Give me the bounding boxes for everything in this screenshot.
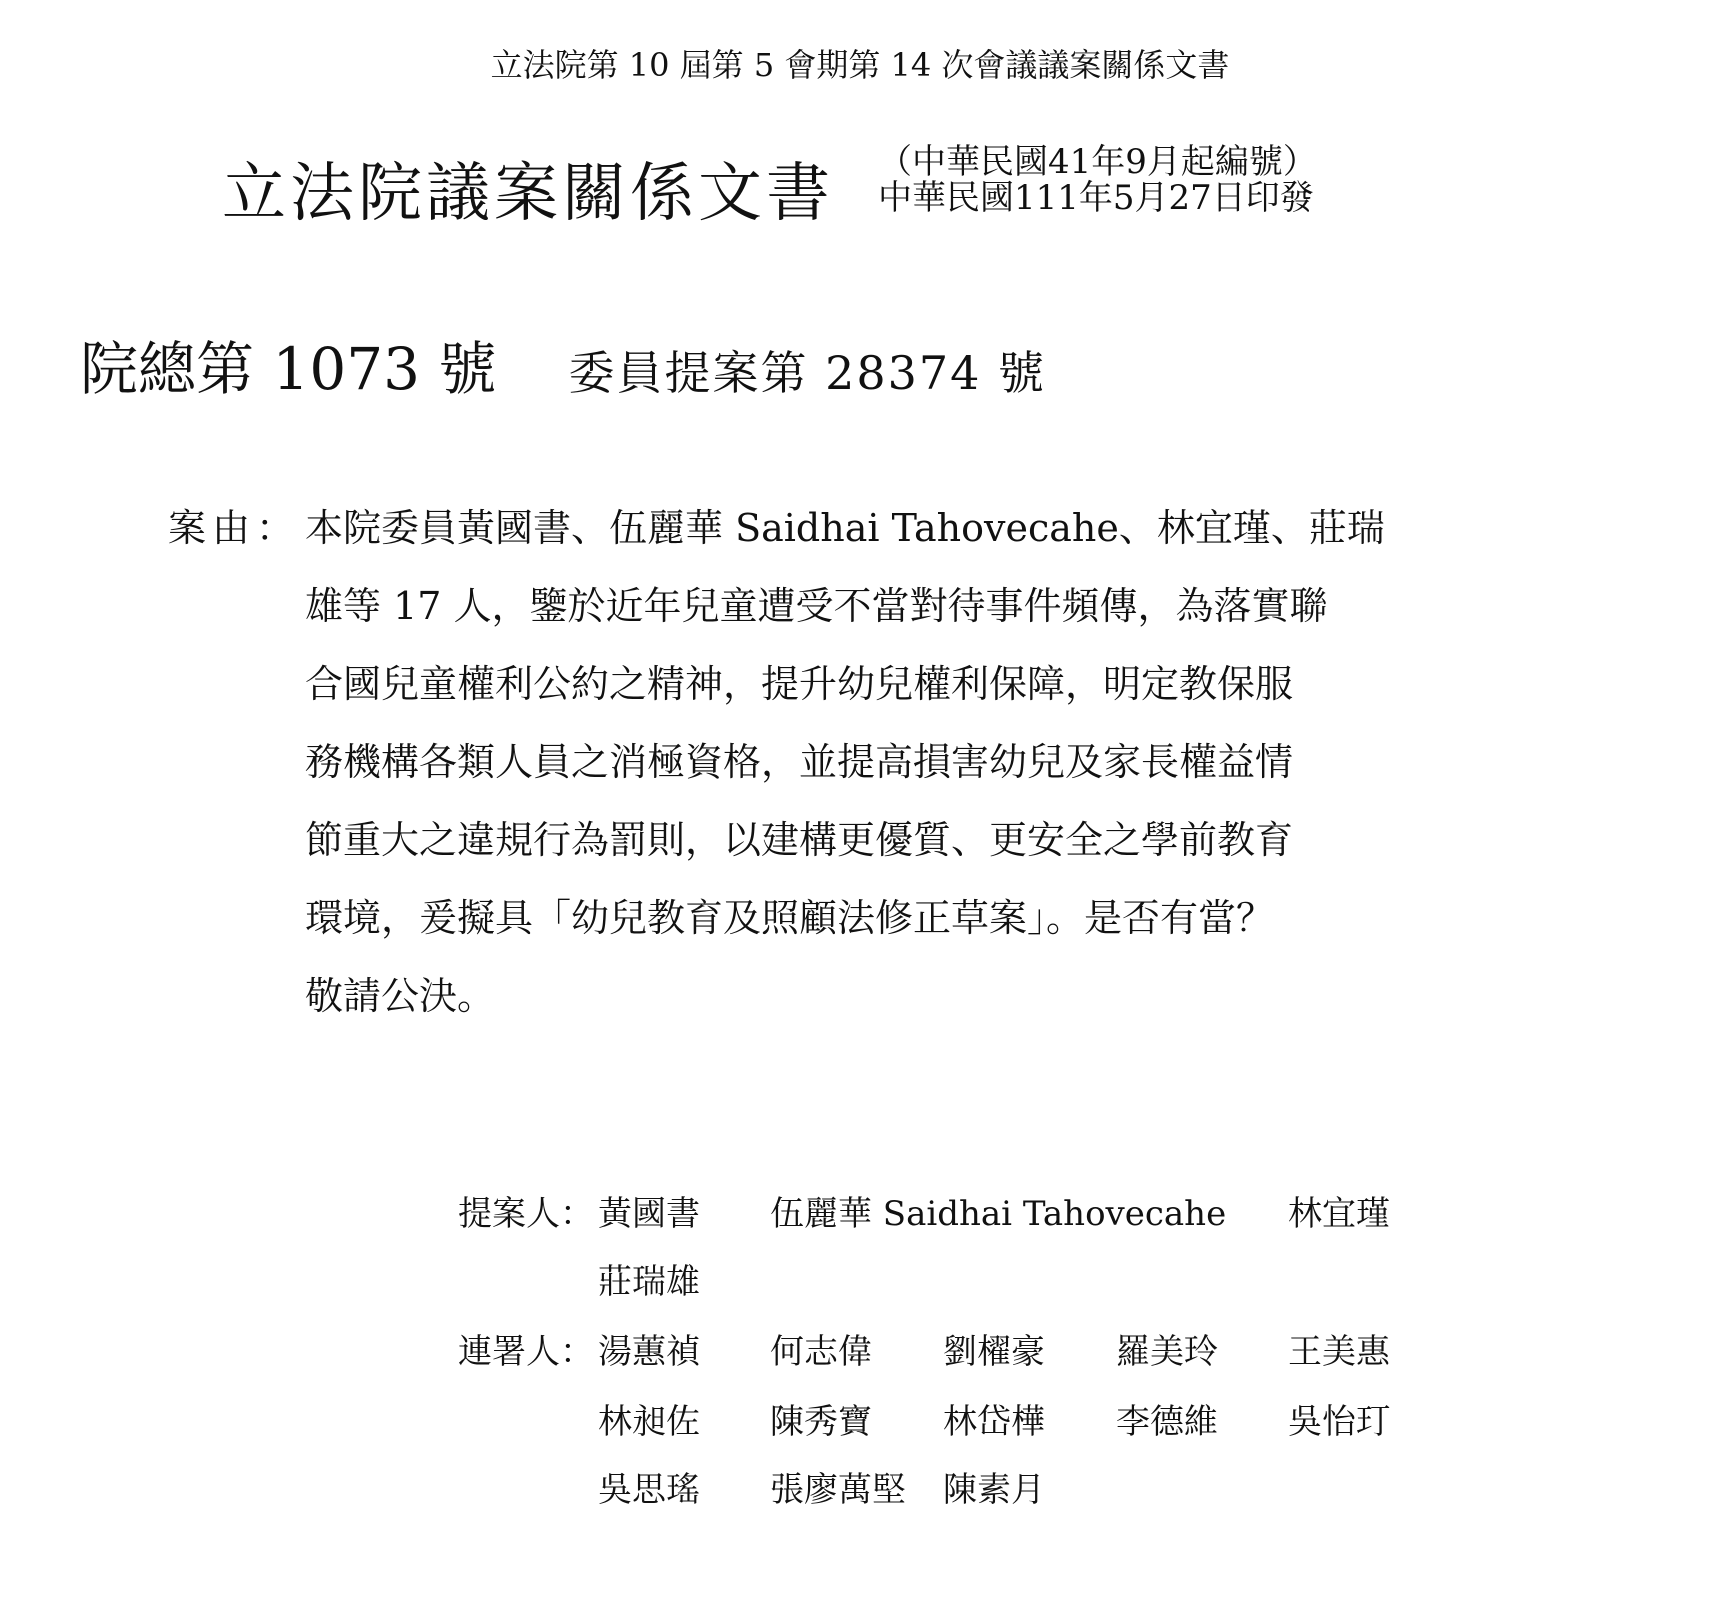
- proposers-label: 提案人：: [458, 1194, 594, 1234]
- reason-line: 節重大之違規行為罰則，以建構更優質、更安全之學前教育: [305, 818, 1294, 862]
- proposal-serial: 委員提案第 28374 號: [568, 346, 1047, 400]
- reason-line: 本院委員黃國書、伍麗華 Saidhai Tahovecahe、林宜瑾、莊瑞: [305, 506, 1385, 550]
- reason-line: 合國兒童權利公約之精神，提升幼兒權利保障，明定教保服: [305, 662, 1294, 706]
- proposer-name: 林宜瑾: [1288, 1194, 1390, 1234]
- proposer-name: 莊瑞雄: [598, 1262, 700, 1302]
- cosigner-name: 湯蕙禎: [598, 1332, 700, 1372]
- cosigner-name: 王美惠: [1288, 1332, 1390, 1372]
- proposer-name: 伍麗華 Saidhai Tahovecahe: [770, 1194, 1227, 1234]
- cosigner-name: 羅美玲: [1116, 1332, 1218, 1372]
- reason-line: 環境，爰擬具「幼兒教育及照顧法修正草案」。是否有當？: [305, 896, 1275, 940]
- cosigner-name: 何志偉: [770, 1332, 872, 1372]
- reason-label: 案由：: [168, 506, 301, 550]
- session-header: 立法院第 10 屆第 5 會期第 14 次會議議案關係文書: [490, 46, 1230, 84]
- reason-line: 敬請公決。: [305, 974, 496, 1018]
- general-serial: 院總第 1073 號: [80, 335, 497, 403]
- document-title: 立法院議案關係文書: [222, 157, 834, 231]
- cosigner-name: 張廖萬堅: [770, 1470, 906, 1510]
- reason-line: 雄等 17 人，鑒於近年兒童遭受不當對待事件頻傳，為落實聯: [305, 584, 1328, 628]
- cosigner-name: 陳秀寶: [770, 1402, 872, 1442]
- print-date: 中華民國111年5月27日印發: [878, 178, 1314, 218]
- cosigner-name: 陳素月: [943, 1470, 1045, 1510]
- reason-line: 務機構各類人員之消極資格，並提高損害幼兒及家長權益情: [305, 740, 1294, 784]
- cosigner-name: 吳思瑤: [598, 1470, 700, 1510]
- cosigners-label: 連署人：: [458, 1332, 594, 1372]
- cosigner-name: 劉櫂豪: [943, 1332, 1045, 1372]
- edition-note: （中華民國41年9月起編號）: [878, 142, 1317, 182]
- cosigner-name: 李德維: [1116, 1402, 1218, 1442]
- cosigner-name: 吳怡玎: [1288, 1402, 1390, 1442]
- cosigner-name: 林岱樺: [943, 1402, 1045, 1442]
- proposer-name: 黃國書: [598, 1194, 700, 1234]
- cosigner-name: 林昶佐: [598, 1402, 700, 1442]
- serial-numbers: [80, 322, 1046, 406]
